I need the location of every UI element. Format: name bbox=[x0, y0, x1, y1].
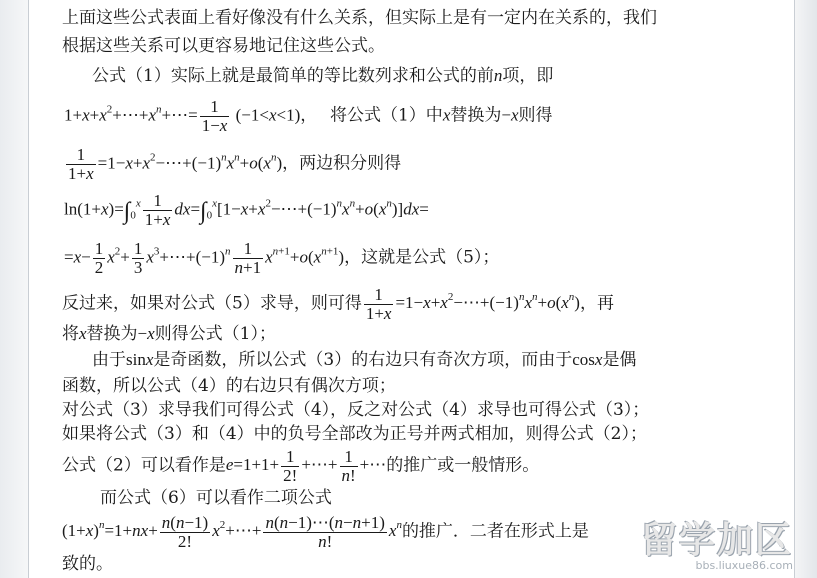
paragraph-line-12: 对公式（3）求导我们可得公式（4），反之对公式（4）求导也可得公式（3）； bbox=[62, 400, 650, 420]
paragraph-line-3: 公式（1）实际上就是最简单的等比数列求和公式的前n项，即 bbox=[92, 66, 554, 86]
paragraph-line-14: 公式（2）可以看作是e=1+1+ $\frac{1}{2!}$ +⋯+ $\frac{1}{n!}$ +⋯的推广或一般情形。 bbox=[62, 447, 540, 485]
paragraph-line-2: 根据这些关系可以更容易地记住这些公式。 bbox=[62, 36, 385, 56]
paragraph-line-9: 将x替换为−x则得公式（1）； bbox=[62, 324, 277, 344]
site-watermark bbox=[641, 512, 793, 572]
paragraph-line-13: 如果将公式（3）和（4）中的负号全部改为正号并两式相加，则得公式（2）； bbox=[62, 424, 647, 444]
paragraph-line-16: $(1+x)^n=1+nx+$ $\frac{n(n-1)}{2!}$ $x^2+\cdots+$ $\frac{n(n-1)\cdots(n-n+1)}{n!}$ $x^n$的推广．二者在形式上是 bbox=[62, 513, 589, 551]
formula-geometric-series: $1+x+x^2+\cdots+x^n+\cdots=$ $\frac{1}{1-x}$ (−1<x<1)， 将公式（1）中x替换为−x则得 bbox=[64, 97, 553, 135]
right-window-edge bbox=[794, 0, 817, 578]
paragraph-line-1: 上面这些公式表面上看好像没有什么关系，但实际上是有一定内在关系的，我们 bbox=[62, 8, 657, 28]
left-window-edge bbox=[0, 0, 29, 578]
watermark-url: bbs.liuxue86.com bbox=[695, 559, 793, 572]
paragraph-line-8: 反过来，如果对公式（5）求导，则可得 $\frac{1}{1+x}$ $=1-x+x^2-\cdots+(-1)^nx^n+o(x^n)$，再 bbox=[62, 285, 614, 323]
formula-log-series: =x− $\frac{1}{2}$ $x^2+$ $\frac{1}{3}$ $x^3+\cdots+(-1)^n$ $\frac{1}{n+1}$ $x^{n+1}+o(x^{n+1})$，这就是公式（5）； bbox=[64, 239, 500, 277]
formula-log-integral: $\ln(1+x)=\int_0^x$ $\frac{1}{1+x}$ $dx=\int_0^x[1-x+x^2-\cdots+(-1)^nx^n+o(x^n)]dx=$ bbox=[64, 191, 429, 229]
formula-reciprocal-series: $\frac{1}{1+x}$ $=1-x+x^2-\cdots+(-1)^nx^n+o(x^n)$，两边积分则得 bbox=[68, 145, 402, 183]
watermark-logo: 留学加区 bbox=[640, 520, 793, 561]
paragraph-line-10: 由于sinx是奇函数，所以公式（3）的右边只有奇次方项，而由于cosx是偶 bbox=[92, 350, 637, 370]
paragraph-line-15: 而公式（6）可以看作二项公式 bbox=[100, 488, 332, 508]
paragraph-line-17: 致的。 bbox=[62, 554, 113, 574]
paragraph-line-11: 函数，所以公式（4）的右边只有偶次方项； bbox=[62, 376, 396, 396]
